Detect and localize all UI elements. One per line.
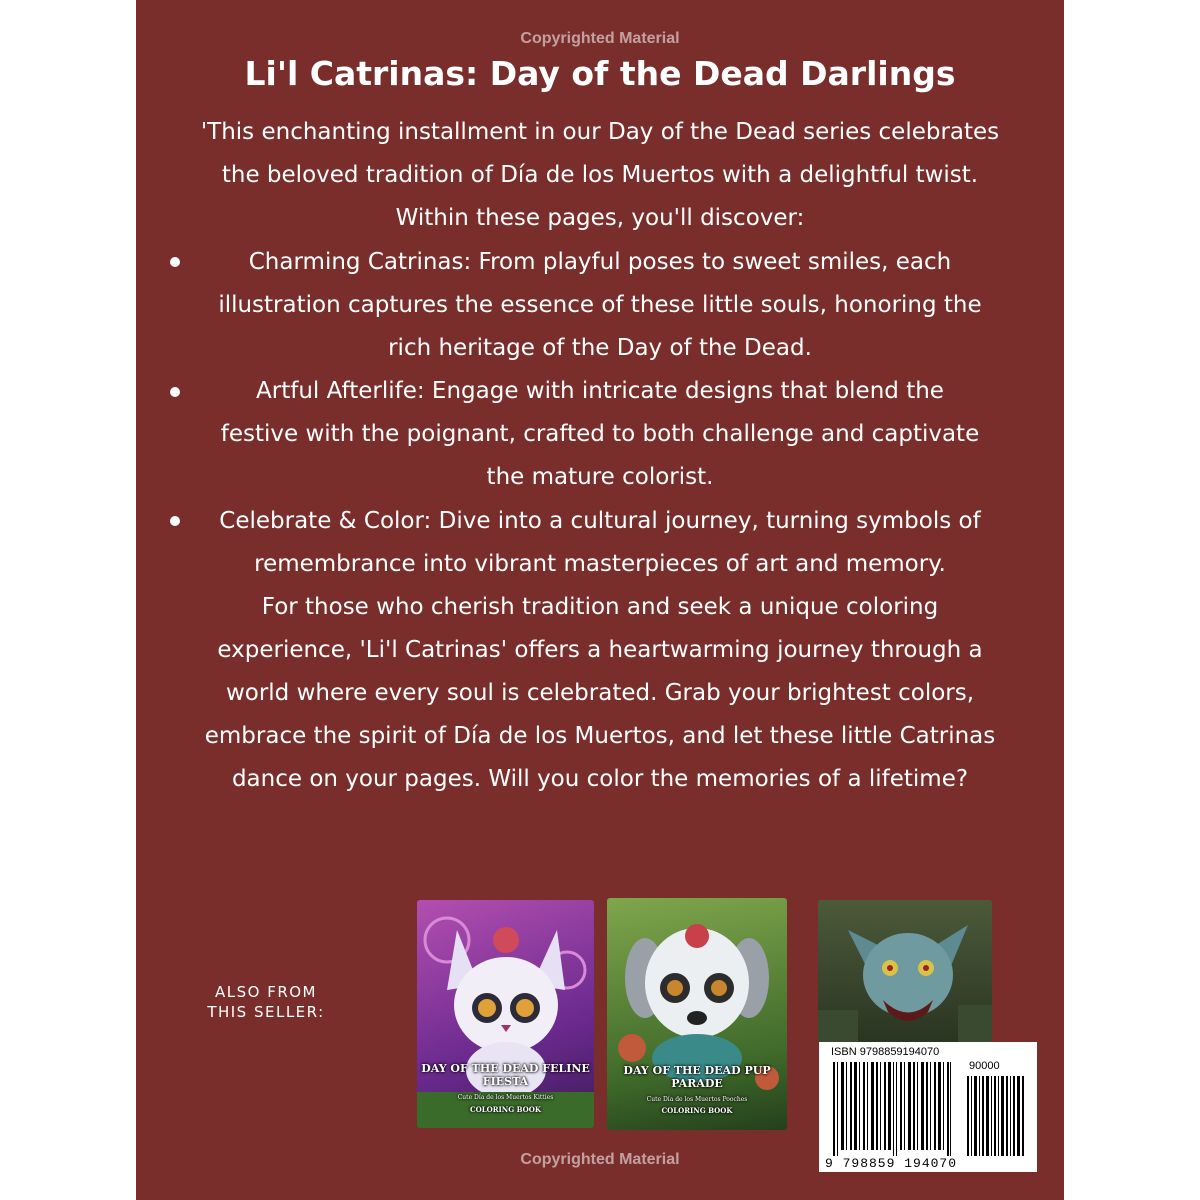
watermark-top: Copyrighted Material [520, 30, 680, 47]
bullet-line: illustration captures the essence of these little souls, honoring the [218, 292, 982, 318]
book-tag: COLORING BOOK [470, 1105, 541, 1114]
back-cover [136, 0, 1064, 1200]
book-subtitle: Cute Día de los Muertos Kitties [457, 1094, 554, 1101]
book-cover-pup-parade[interactable] [607, 898, 787, 1130]
closing-line: embrace the spirit of Día de los Muertos, and let these little Catrinas [204, 723, 996, 749]
book-title: DAY OF THE DEAD FELINE FIESTA [421, 1062, 590, 1088]
book-tag: COLORING BOOK [661, 1106, 733, 1115]
bullet-line: Artful Afterlife: Engage with intricate designs that blend the [256, 378, 944, 404]
price-code: 90000 [969, 1060, 1000, 1072]
bullet-line: Charming Catrinas: From playful poses to sweet smiles, each [248, 249, 952, 275]
bullet-line: festive with the poignant, crafted to both challenge and captivate [220, 421, 980, 447]
also-from-seller-label: ALSO FROM THIS SELLER: [207, 983, 325, 1021]
book-subtitle: Cute Día de los Muertos Pooches [646, 1096, 748, 1103]
watermark-bottom: Copyrighted Material [520, 1151, 680, 1168]
intro-line: the beloved tradition of Día de los Muertos with a delightful twist. [221, 162, 979, 188]
intro-line: Within these pages, you'll discover: [395, 205, 805, 231]
bullet-line: the mature colorist. [486, 464, 714, 490]
closing-line: experience, 'Li'l Catrinas' offers a heartwarming journey through a [217, 637, 983, 663]
book-cover-feline-fiesta[interactable] [417, 900, 594, 1128]
book-cover-zombie-dog[interactable] [818, 900, 992, 1042]
book-title: Li'l Catrinas: Day of the Dead Darlings [244, 54, 956, 93]
closing-line: dance on your pages. Will you color the memories of a lifetime? [231, 766, 969, 792]
barcode-digits: 9 798859 194070 [825, 1156, 958, 1171]
bullet-line: Celebrate & Color: Dive into a cultural journey, turning symbols of [219, 508, 981, 534]
zombie-dog-illustration [818, 900, 992, 1042]
intro-line: 'This enchanting installment in our Day of the Dead series celebrates [200, 119, 1000, 145]
isbn-label: ISBN 9798859194070 [831, 1046, 940, 1058]
closing-line: world where every soul is celebrated. Grab your brightest colors, [225, 680, 975, 706]
bullet-line: remembrance into vibrant masterpieces of art and memory. [254, 551, 946, 577]
bullet-line: rich heritage of the Day of the Dead. [388, 335, 812, 361]
book-title: DAY OF THE DEAD PUP PARADE [623, 1064, 771, 1090]
closing-line: For those who cherish tradition and seek a unique coloring [261, 594, 939, 620]
